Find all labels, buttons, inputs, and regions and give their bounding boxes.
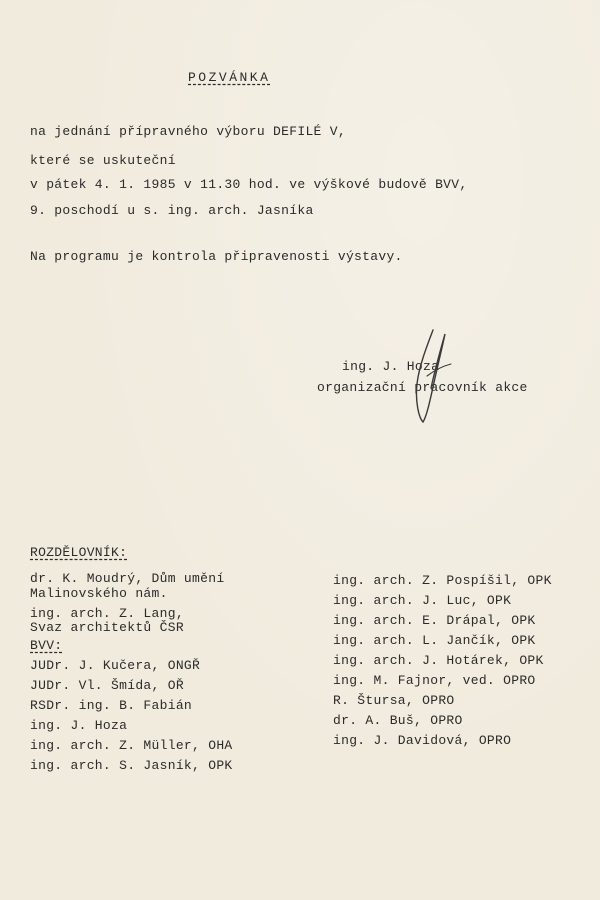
- intro-line-2: které se uskuteční: [30, 153, 176, 168]
- signature-role: organizační pracovník akce: [317, 380, 528, 395]
- intro-line-1: na jednání přípravného výboru DEFILÉ V,: [30, 124, 346, 139]
- document-title: POZVÁNKA: [188, 70, 271, 85]
- bvv-line-2: JUDr. Vl. Šmída, OŘ: [30, 678, 184, 693]
- bvv-line-1: JUDr. J. Kučera, ONGŘ: [30, 658, 201, 673]
- distribution-right-line-7: R. Štursa, OPRO: [333, 693, 455, 708]
- distribution-right-line-5: ing. arch. J. Hotárek, OPK: [333, 653, 544, 668]
- distribution-left-line-3: ing. arch. Z. Lang,: [30, 606, 184, 621]
- distribution-left-line-1: dr. K. Moudrý, Dům umění: [30, 571, 225, 586]
- distribution-right-line-4: ing. arch. L. Jančík, OPK: [333, 633, 536, 648]
- bvv-line-3: RSDr. ing. B. Fabián: [30, 698, 193, 713]
- bvv-line-4: ing. J. Hoza: [30, 718, 128, 733]
- intro-line-4: 9. poschodí u s. ing. arch. Jasníka: [30, 203, 314, 218]
- program-line: Na programu je kontrola připravenosti výstavy.: [30, 249, 403, 264]
- distribution-right-line-8: dr. A. Buš, OPRO: [333, 713, 463, 728]
- distribution-right-line-3: ing. arch. E. Drápal, OPK: [333, 613, 536, 628]
- handwritten-signature-mark: [405, 326, 465, 426]
- distribution-right-line-1: ing. arch. Z. Pospíšil, OPK: [333, 573, 552, 588]
- bvv-line-6: ing. arch. S. Jasník, OPK: [30, 758, 233, 773]
- distribution-right-line-9: ing. J. Davidová, OPRO: [333, 733, 512, 748]
- bvv-heading: BVV:: [30, 638, 63, 653]
- distribution-right-line-6: ing. M. Fajnor, ved. OPRO: [333, 673, 536, 688]
- distribution-right-line-2: ing. arch. J. Luc, OPK: [333, 593, 512, 608]
- distribution-left-line-2: Malinovského nám.: [30, 586, 168, 601]
- intro-line-3: v pátek 4. 1. 1985 v 11.30 hod. ve výškové budově BVV,: [30, 177, 468, 192]
- bvv-line-5: ing. arch. Z. Müller, OHA: [30, 738, 233, 753]
- distribution-heading: ROZDĚLOVNÍK:: [30, 545, 128, 560]
- signature-name: ing. J. Hoza: [342, 359, 440, 374]
- distribution-left-line-4: Svaz architektů ČSR: [30, 620, 184, 635]
